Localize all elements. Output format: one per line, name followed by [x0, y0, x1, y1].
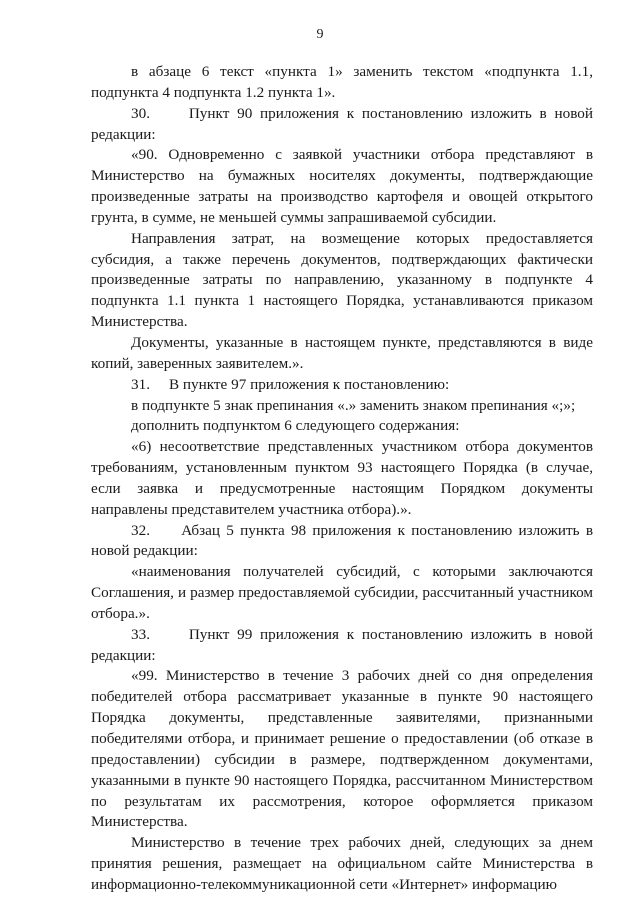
paragraph: 33. Пункт 99 приложения к постановлению изложить в новой редакции: [91, 625, 593, 664]
paragraph: 32. Абзац 5 пункта 98 приложения к постановлению изложить в новой редакции: [91, 521, 593, 560]
page-body [91, 62, 593, 896]
paragraph: «6) несоответствие представленных участником отбора документов требованиям, установленным пунктом 93 настоящего Порядка (в случае, если заявка и предусмотренные настоящим Порядком документы направлены представителем участника отбора).». [91, 438, 593, 518]
paragraph: «99. Министерство в течение 3 рабочих дней со дня определения победителей отбора рассматривает указанные в пункте 90 настоящего Порядка документы, представленные заявителями, признанными победителями отбора, и принимает решение о предоставлении (об отказе в предоставлении) субсидии в размере, подтвержденном документами, указанными в пункте 90 настоящего Порядка, рассчитанном Министерством по результатам их рассмотрения, которое оформляется приказом Министерства. [91, 667, 593, 831]
paragraph: 30. Пункт 90 приложения к постановлению изложить в новой редакции: [91, 104, 593, 143]
paragraph: в подпункте 5 знак препинания «.» заменить знаком препинания «;»; [131, 396, 576, 414]
paragraph: 31. В пункте 97 приложения к постановлению: [131, 375, 450, 393]
paragraph: в абзаце 6 текст «пункта 1» заменить текстом «подпункта 1.1, подпункта 4 подпункта 1.2 пункта 1». [91, 63, 593, 101]
paragraph: Документы, указанные в настоящем пункте, представляются в виде копий, заверенных заявителем.». [91, 333, 593, 372]
paragraph: дополнить подпунктом 6 следующего содержания: [131, 417, 460, 435]
paragraph: «90. Одновременно с заявкой участники отбора представляют в Министерство на бумажных носителях документы, подтверждающие произведенные затраты на производство картофеля и овощей открытого грунта, в сумме, не меньшей суммы запрашиваемой субсидии. [91, 146, 593, 226]
paragraph: Направления затрат, на возмещение которых предоставляется субсидия, а также перечень документов, подтверждающих фактически произведенные затраты по направлению, указанному в подпункте 4 подпункта 1.1 пункта 1 настоящего Порядка, устанавливаются приказом Министерства. [91, 229, 593, 331]
paragraph: «наименования получателей субсидий, с которыми заключаются Соглашения, и размер предоставляемой субсидии, рассчитанный участником отбора.». [91, 563, 593, 622]
paragraph: Министерство в течение трех рабочих дней, следующих за днем принятия решения, размещает на официальном сайте Министерства в информационно-телекоммуникационной сети «Интернет» информацию [91, 834, 593, 893]
page-number: 9 [316, 27, 324, 42]
